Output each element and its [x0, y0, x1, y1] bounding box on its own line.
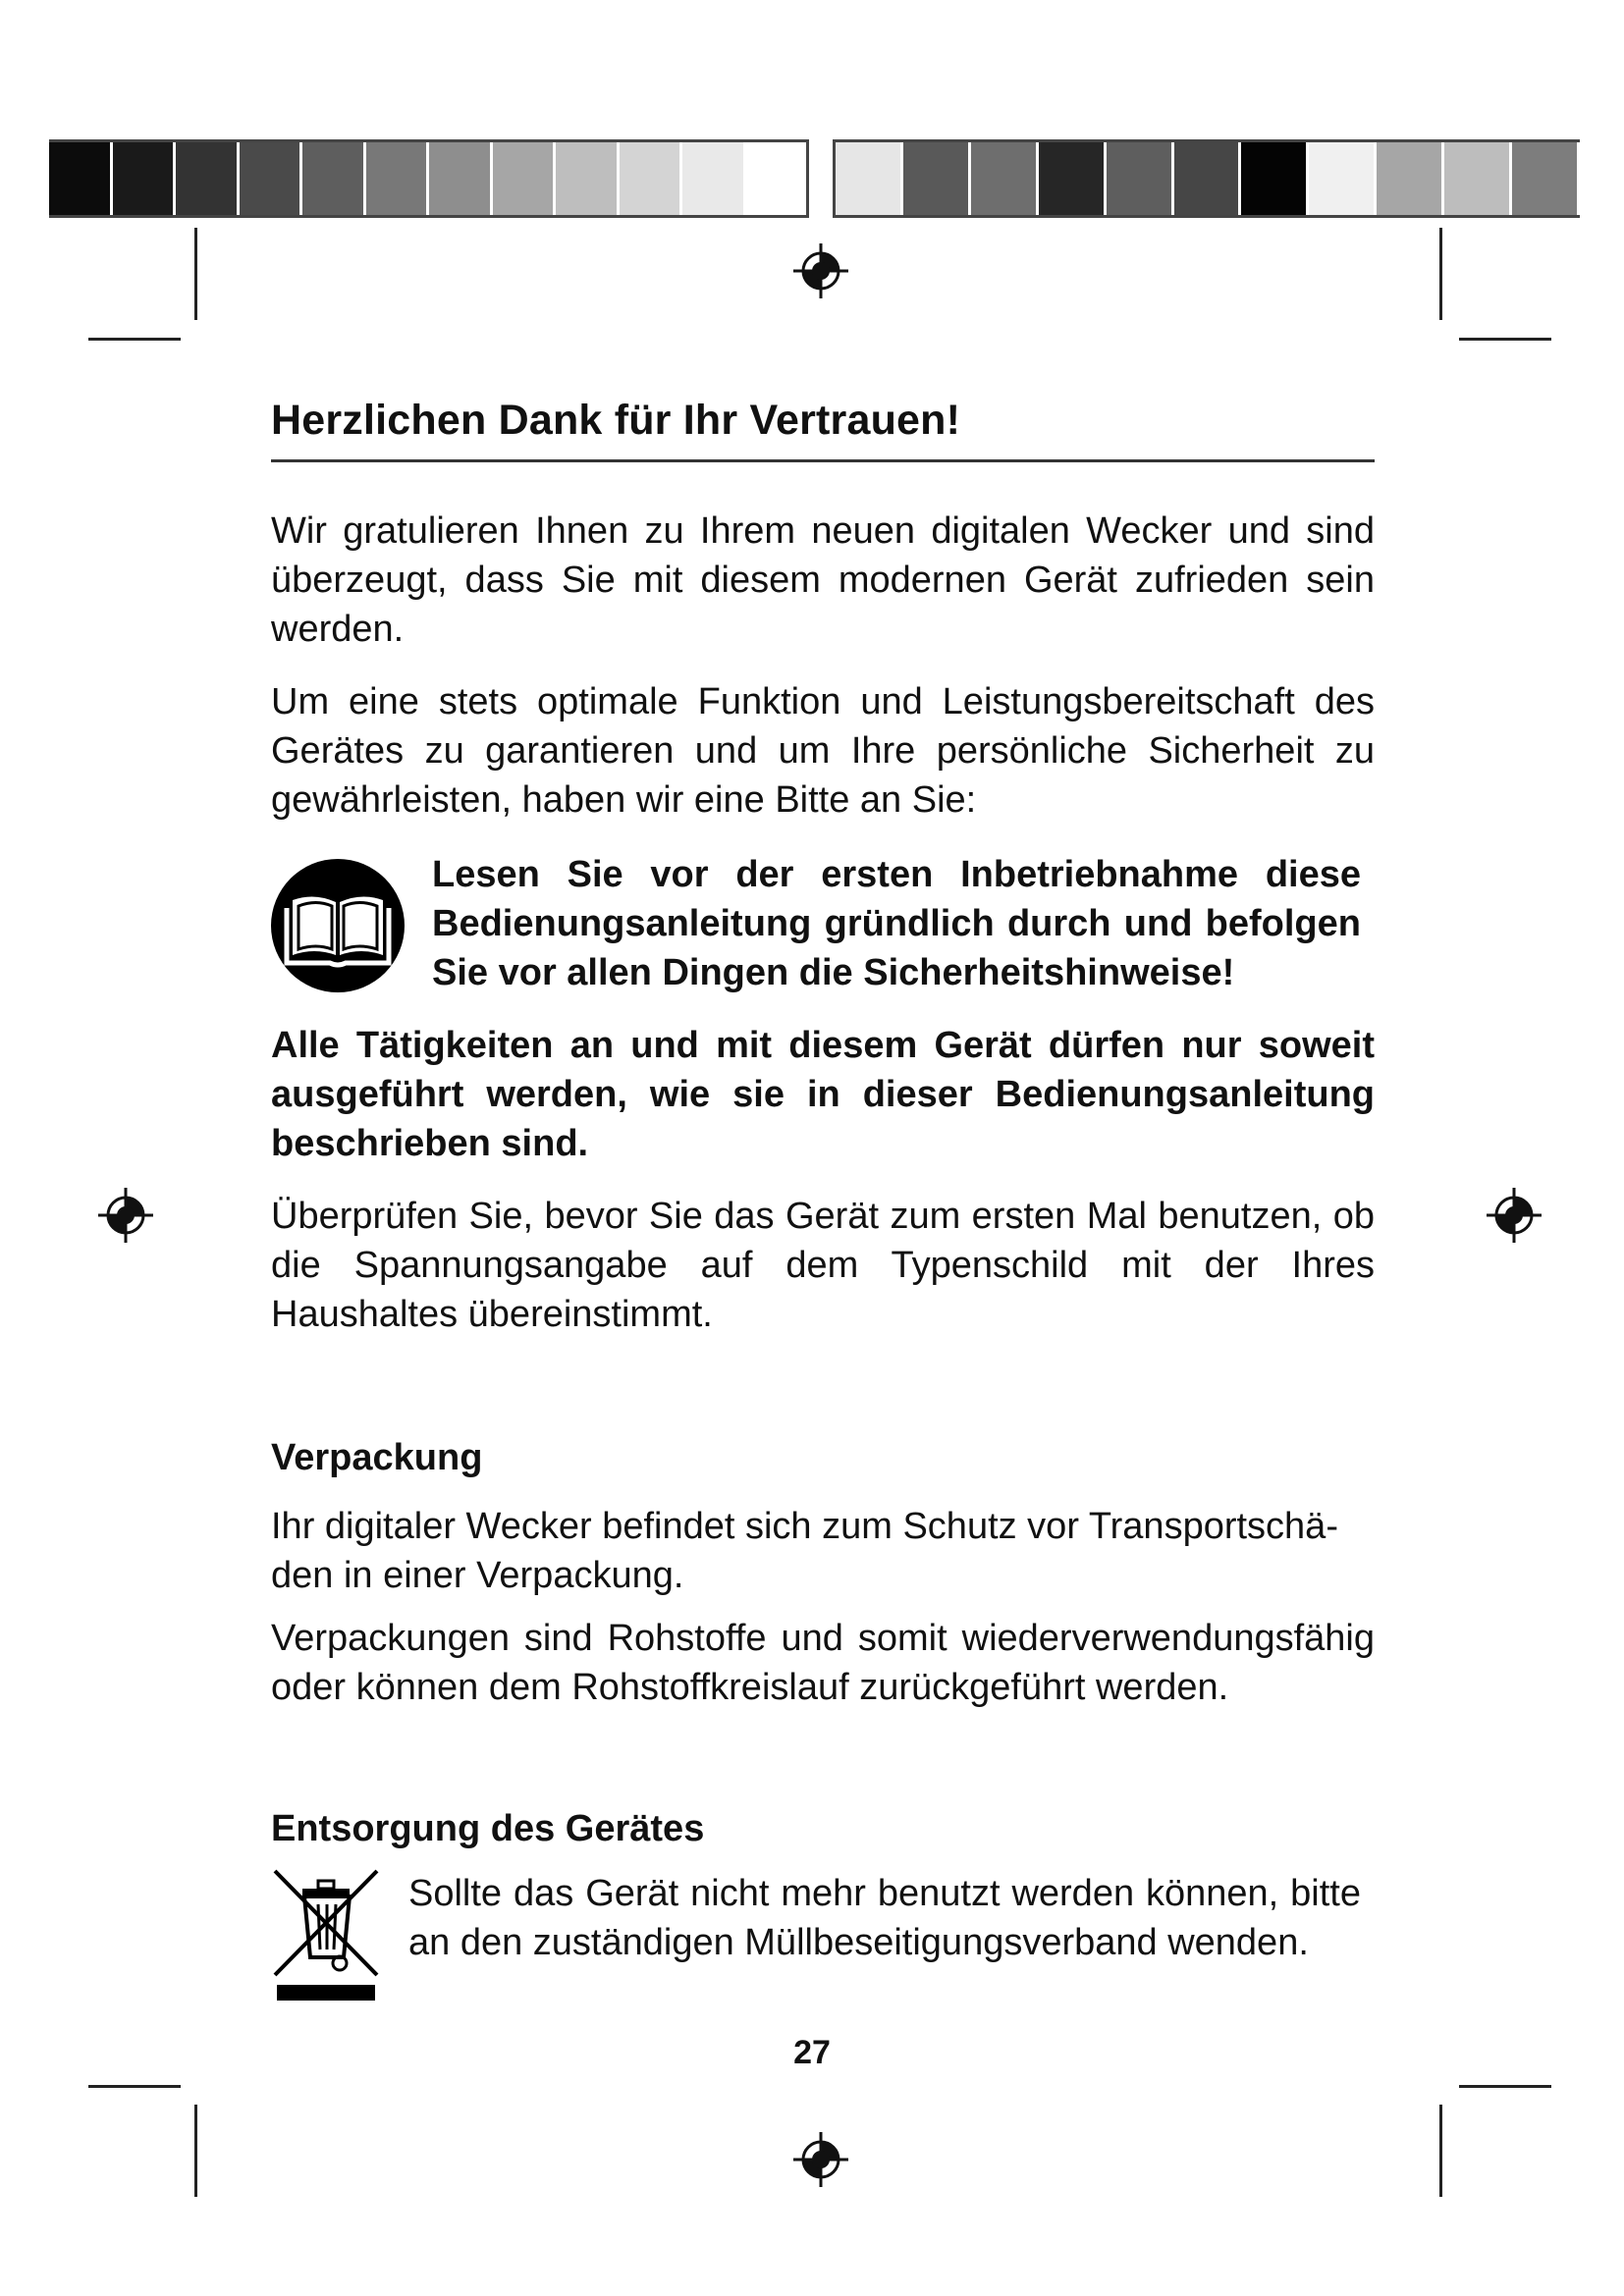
- color-swatch: [620, 142, 683, 215]
- page-number: 27: [793, 2034, 831, 2071]
- disposal-section: [408, 1869, 1361, 1967]
- color-swatch: [240, 142, 303, 215]
- color-swatch: [1512, 142, 1580, 215]
- color-swatch: [366, 142, 430, 215]
- color-swatch: [49, 142, 113, 215]
- color-swatch: [1377, 142, 1444, 215]
- intro-paragraph-1: Wir gratulieren Ihnen zu Ihrem neuen digitalen Wecker und sind überzeugt, dass Sie mit diesem modernen Gerät zufrieden sein werden.: [271, 510, 1375, 650]
- color-swatch: [746, 142, 810, 215]
- crop-mark: [1459, 2085, 1551, 2088]
- color-swatch: [113, 142, 177, 215]
- bold-notice: [271, 1021, 1375, 1168]
- color-swatch: [176, 142, 240, 215]
- packaging-paragraph-2: Verpackungen sind Rohstoffe und somit wiederverwendungsfähig oder können dem Rohstoffkreislauf zurückgeführt werden.: [271, 1618, 1375, 1708]
- disposal-text: Sollte das Gerät nicht mehr benutzt werden können, bitte an den zuständigen Müllbeseitigungsverband wenden.: [408, 1873, 1361, 1963]
- crop-mark: [194, 228, 197, 320]
- bold-notice-text: Alle Tätigkeiten an und mit diesem Gerät dürfen nur soweit ausgeführt werden, wie sie in dieser Bedienungsanleitung beschrieben sind.: [271, 1025, 1375, 1164]
- color-swatch: [903, 142, 971, 215]
- color-swatch: [836, 142, 903, 215]
- color-swatch: [429, 142, 493, 215]
- book-notice: [432, 850, 1361, 997]
- color-calibration-bar-left: [49, 139, 809, 218]
- color-swatch: [556, 142, 620, 215]
- voltage-check: [271, 1192, 1375, 1339]
- color-swatch: [1241, 142, 1309, 215]
- crossed-out-wheelie-bin-icon: [269, 1865, 383, 2002]
- read-manual-book-icon: [269, 857, 406, 994]
- color-swatch: [1309, 142, 1377, 215]
- color-swatch: [1444, 142, 1512, 215]
- crop-mark: [1439, 228, 1442, 320]
- page-title: Herzlichen Dank für Ihr Vertrauen!: [271, 397, 961, 444]
- packaging-section: [271, 1502, 1375, 1600]
- color-swatch: [1174, 142, 1242, 215]
- disposal-heading: Entsorgung des Gerätes: [271, 1808, 705, 1849]
- color-swatch: [493, 142, 557, 215]
- color-swatch: [1107, 142, 1174, 215]
- registration-mark-icon: [789, 2128, 852, 2191]
- packaging-paragraph-1: Ihr digitaler Wecker befindet sich zum Schutz vor Transportschä-den in einer Verpackung.: [271, 1506, 1338, 1596]
- title-underline: [271, 459, 1375, 462]
- color-swatch: [971, 142, 1039, 215]
- color-swatch: [1039, 142, 1107, 215]
- voltage-check-text: Überprüfen Sie, bevor Sie das Gerät zum ersten Mal benutzen, ob die Spannungsangabe auf dem Typenschild mit der Ihres Haushaltes übereinstimmt.: [271, 1196, 1375, 1335]
- crop-mark: [88, 2085, 181, 2088]
- packaging-section-2: [271, 1614, 1375, 1712]
- registration-mark-icon: [789, 240, 852, 302]
- intro-paragraph-2: Um eine stets optimale Funktion und Leistungsbereitschaft des Gerätes zu garantieren und um Ihre persönliche Sicherheit zu gewährleisten, haben wir eine Bitte an Sie:: [271, 681, 1375, 821]
- color-calibration-bar-right: [833, 139, 1580, 218]
- crop-mark: [194, 2105, 197, 2197]
- color-swatch: [302, 142, 366, 215]
- crop-mark: [1439, 2105, 1442, 2197]
- intro-section: [271, 507, 1375, 654]
- crop-mark: [88, 338, 181, 341]
- intro-section-2: [271, 677, 1375, 825]
- color-swatch: [682, 142, 746, 215]
- crop-mark: [1459, 338, 1551, 341]
- registration-mark-icon: [1483, 1184, 1545, 1247]
- registration-mark-icon: [94, 1184, 157, 1247]
- packaging-heading: Verpackung: [271, 1437, 483, 1478]
- book-notice-text: Lesen Sie vor der ersten Inbetriebnahme diese Bedienungsanleitung gründlich durch und befolgen Sie vor allen Dingen die Sicherheitshinweise!: [432, 854, 1361, 993]
